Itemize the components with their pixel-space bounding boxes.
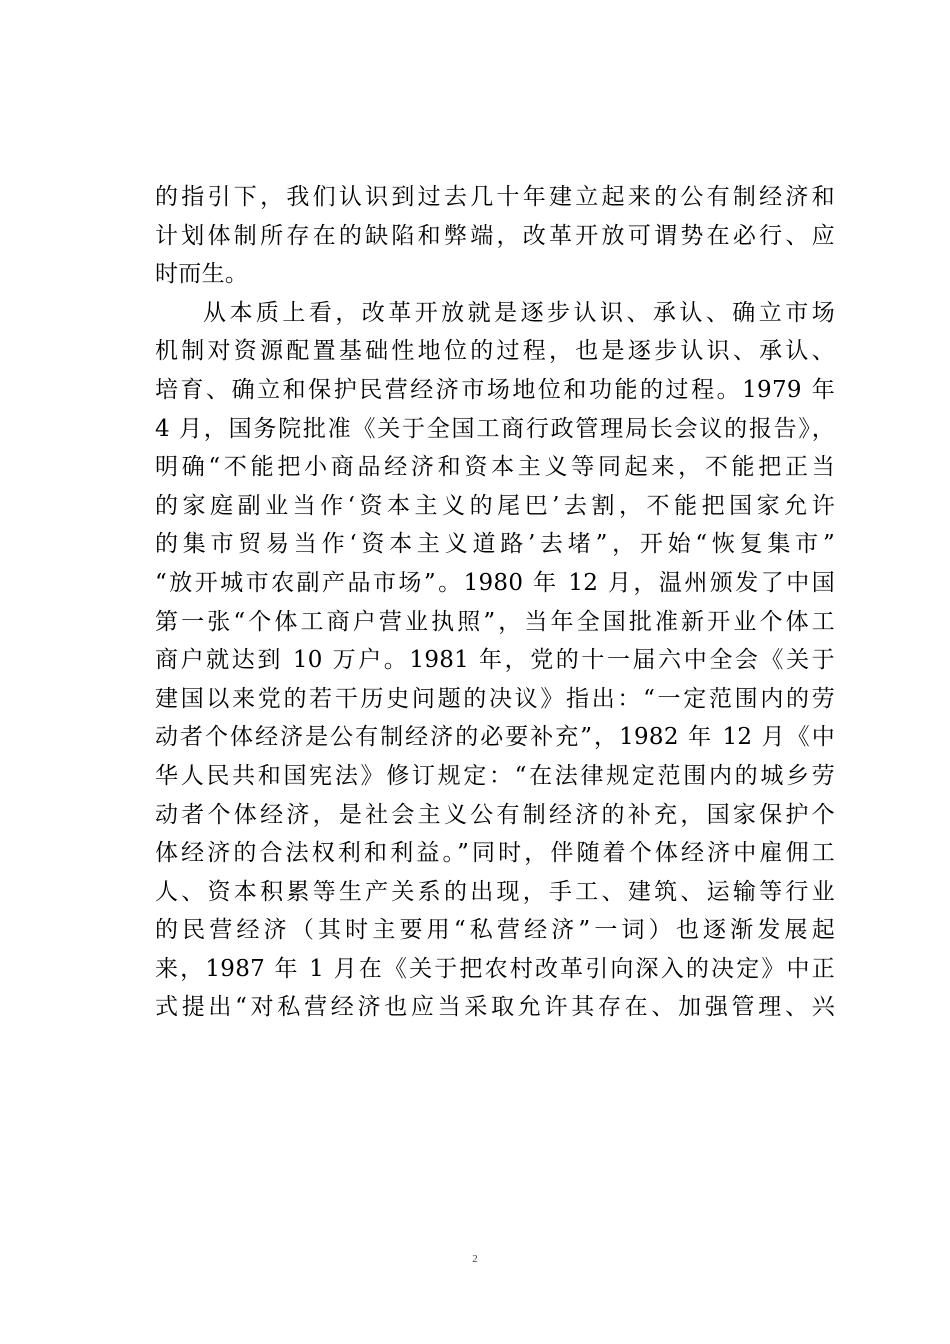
text-line: 动者个体经济是公有制经济的必要补充”，1982 年 12 月《中 — [155, 724, 835, 751]
text-line: 人、资本积累等生产关系的出现，手工、建筑、运输等行业 — [155, 878, 835, 905]
text-line: 商户就达到 10 万户。1981 年，党的十一届六中全会《关于 — [155, 647, 835, 674]
text-line: 第一张“个体工商户营业执照”，当年全国批准新开业个体工 — [155, 608, 835, 635]
body-text — [155, 178, 835, 1027]
text-line: 华人民共和国宪法》修订规定：“在法律规定范围内的城乡劳 — [155, 762, 835, 789]
text-line: 培育、确立和保护民营经济市场地位和功能的过程。1979 年 — [155, 376, 835, 403]
text-line: 的集市贸易当作‘资本主义道路’去堵”，开始“恢复集市” — [155, 531, 835, 558]
page-number: 2 — [472, 1253, 478, 1265]
text-line: 的民营经济（其时主要用“私营经济”一词）也逐渐发展起 — [155, 917, 835, 944]
text-line: 来，1987 年 1 月在《关于把农村改革引向深入的决定》中正 — [155, 955, 835, 982]
text-line: 体经济的合法权利和利益。”同时，伴随着个体经济中雇佣工 — [155, 840, 835, 867]
text-line: 的家庭副业当作‘资本主义的尾巴’去割，不能把国家允许 — [155, 492, 835, 519]
text-line: 式提出“对私营经济也应当采取允许其存在、加强管理、兴 — [155, 994, 835, 1021]
text-line: 机制对资源配置基础性地位的过程，也是逐步认识、承认、 — [155, 338, 835, 365]
text-line: “放开城市农副产品市场”。1980 年 12 月，温州颁发了中国 — [155, 569, 835, 596]
paragraph-first-line: 从本质上看，改革开放就是逐步认识、承认、确立市场 — [203, 299, 835, 326]
text-line: 明确“不能把小商品经济和资本主义等同起来，不能把正当 — [155, 454, 835, 481]
text-line: 时而生。 — [155, 261, 249, 288]
text-line: 计划体制所存在的缺陷和弊端，改革开放可谓势在必行、应 — [155, 222, 835, 249]
text-line: 4 月，国务院批准《关于全国工商行政管理局长会议的报告》， — [155, 415, 835, 442]
text-line: 的指引下，我们认识到过去几十年建立起来的公有制经济和 — [155, 184, 835, 210]
text-line: 动者个体经济，是社会主义公有制经济的补充，国家保护个 — [155, 801, 835, 828]
text-line: 建国以来党的若干历史问题的决议》指出：“一定范围内的劳 — [155, 685, 835, 712]
